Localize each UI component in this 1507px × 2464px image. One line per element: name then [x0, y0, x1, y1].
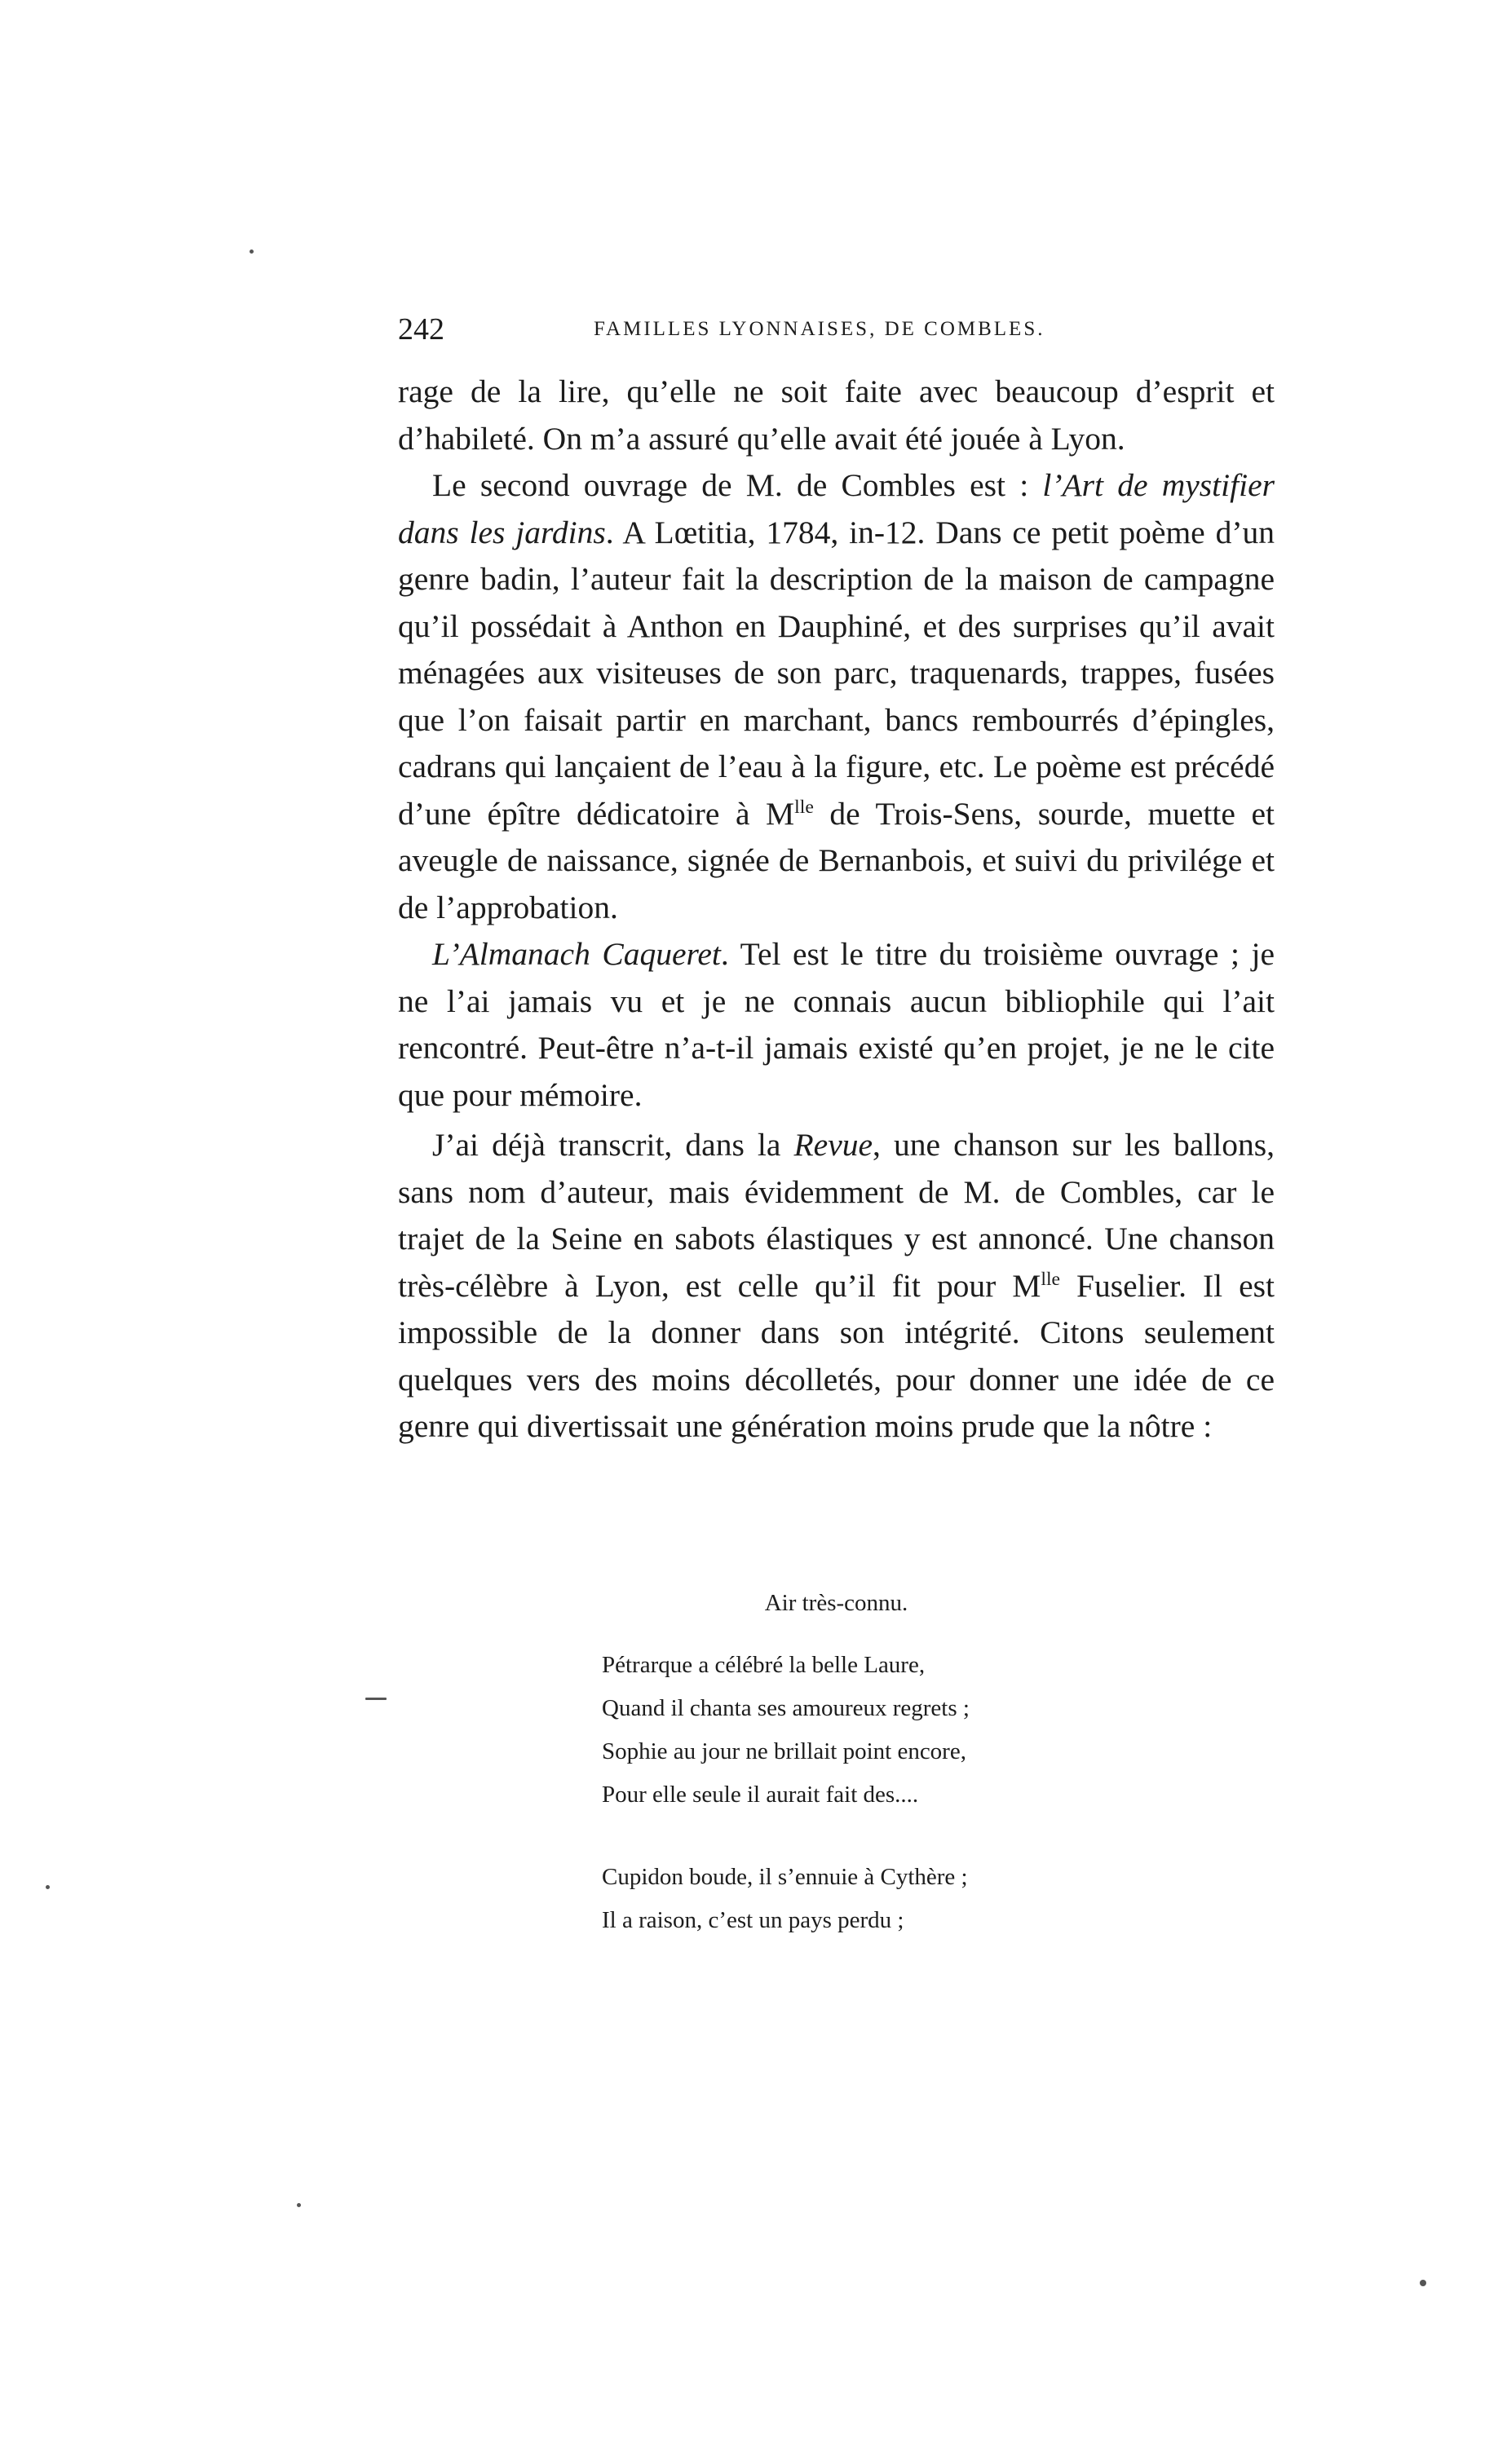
scan-speck [365, 1698, 387, 1700]
paragraph-2-rest: . A Lœtitia, 1784, in-12. Dans ce petit poème d’un genre badin, l’auteur fait la description de la maison de campagne qu’il possédait à Anthon en Dauphiné, et des surprises qu’il avait ménagées aux visiteuses de son parc, traquenards, trappes, fusées que l’on faisait partir en marchant, bancs rembourrés d’épingles, cadrans qui lançaient de l’eau à la figure, etc. Le poème est précédé d’une épître dédicatoire à M [398, 514, 1275, 832]
scan-speck [46, 1885, 50, 1889]
verse-line: Quand il chanta ses amoureux regrets ; [602, 1695, 970, 1721]
paragraph-2-end: de Trois-Sens, sourde, muette et aveugle de naissance, signée de Bernanbois, et suivi du privilége et de l’approbation. [398, 795, 1275, 925]
mademoiselle-sup: lle [794, 796, 814, 818]
stanza-1 [602, 1644, 970, 1817]
paragraph-2 [398, 462, 1275, 931]
paragraph-3-rest: . Tel est le titre du troisième ouvrage ; je ne l’ai jamais vu et je ne connais aucun bibliophile qui l’ait rencontré. Peut-être n’a-t-il jamais existé qu’en projet, je ne le cite que pour mémoire. [398, 936, 1275, 1113]
verse-line: Pétrarque a célébré la belle Laure, [602, 1652, 926, 1678]
page-header [398, 311, 1279, 360]
body-text [398, 369, 1275, 1451]
stanza-2 [602, 1856, 968, 1942]
running-head: FAMILLES LYONNAISES, DE COMBLES. [594, 318, 1045, 340]
paragraph-4-mid: , une chanson sur les ballons, sans nom d’auteur, mais évidemment de M. de Combles, car le trajet de la Seine en sabots élastiques y est annoncé. Une chanson très-célèbre à Lyon, est celle qu’il fit pour M [398, 1127, 1275, 1304]
paragraph-4-end: Fuselier. Il est impossible de la donner dans son intégrité. Citons seulement quelques vers des moins décolletés, pour donner une idée de ce genre qui divertissait une génération moins prude que la nôtre : [398, 1267, 1275, 1444]
work-title-art-de-mystifier: l’Art de mystifier dans les jardins [398, 467, 1275, 550]
scan-speck [250, 249, 254, 254]
scan-speck [1420, 2280, 1426, 2286]
mademoiselle-sup: lle [1041, 1268, 1061, 1290]
verse-line: Il a raison, c’est un pays perdu ; [602, 1907, 904, 1933]
scan-speck [297, 2203, 301, 2207]
page-number: 242 [398, 312, 444, 347]
verse-line: Cupidon boude, il s’ennuie à Cythère ; [602, 1864, 968, 1890]
work-title-almanach: L’Almanach Caqueret [432, 936, 721, 972]
paragraph-4 [398, 1122, 1275, 1451]
paragraph-2-lead: Le second ouvrage de M. de Combles est : [432, 467, 1043, 503]
paragraph-1-text: rage de la lire, qu’elle ne soit faite avec beaucoup d’esprit et d’habileté. On m’a assuré qu’elle avait été jouée à Lyon. [398, 373, 1275, 457]
song-air-title: Air très-connu. [764, 1590, 908, 1616]
journal-title-revue: Revue [793, 1127, 873, 1163]
paragraph-4-lead: J’ai déjà transcrit, dans la [432, 1127, 794, 1163]
verse-line: Pour elle seule il aurait fait des.... [602, 1782, 919, 1808]
verse-line: Sophie au jour ne brillait point encore, [602, 1738, 966, 1764]
paragraph-1 [398, 369, 1275, 462]
paragraph-3 [398, 931, 1275, 1119]
